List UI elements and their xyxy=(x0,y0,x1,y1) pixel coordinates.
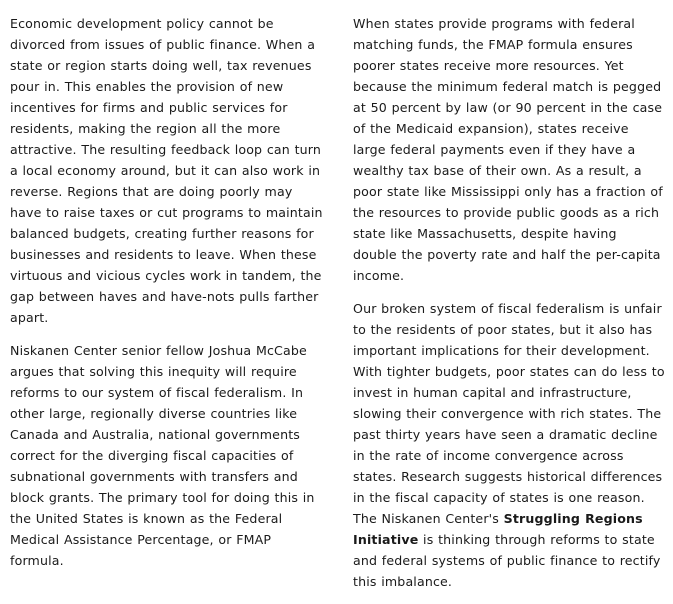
right-column xyxy=(353,13,665,604)
paragraph-broken-fiscal-federalism xyxy=(353,298,665,592)
paragraph-mccabe-reforms: Niskanen Center senior fellow Joshua McCabe argues that solving this inequity will require reforms to our system of fiscal federalism. In other large, regionally diverse countries like Canada and Australia, national governments correct for the diverging fiscal capacities of subnational governments with transfers and block grants. The primary tool for doing this in the United States is known as the Federal Medical Assistance Percentage, or FMAP formula. xyxy=(10,343,315,568)
paragraph-fmap-formula: When states provide programs with federal matching funds, the FMAP formula ensures poorer states receive more resources. Yet because the minimum federal match is pegged at 50 percent by law (or 90 percent in the case of the Medicaid expansion), states receive large federal payments even if they have a wealthy tax base of their own. As a result, a poor state like Mississippi only has a fraction of the resources to provide public goods as a rich state like Massachusetts, despite having double the poverty rate and half the per-capita income. xyxy=(353,16,663,283)
paragraph-text-after-link: is thinking through reforms to state and federal systems of public finance to rectify this imbalance. xyxy=(353,532,661,589)
paragraph-fiscal-feedback-loop: Economic development policy cannot be divorced from issues of public finance. When a state or region starts doing well, tax revenues pour in. This enables the provision of new incentives for firms and public services for residents, making the region all the more attractive. The resulting feedback loop can turn a local economy around, but it can also work in reverse. Regions that are doing poorly may have to raise taxes or cut programs to maintain balanced budgets, creating further reasons for businesses and residents to leave. When these virtuous and vicious cycles work in tandem, the gap between haves and have-nots pulls farther apart. xyxy=(10,16,323,325)
struggling-regions-initiative-link[interactable]: Struggling Regions Initiative xyxy=(353,511,643,547)
left-column xyxy=(10,13,328,583)
paragraph-text-before-link: Our broken system of fiscal federalism is unfair to the residents of poor states, but it also has important implications for their development. With tighter budgets, poor states can do less to invest in human capital and infrastructure, slowing their convergence with rich states. The past thirty years have seen a dramatic decline in the rate of income convergence across states. Research suggests historical differences in the fiscal capacity of states is one reason. The Niskanen Center's xyxy=(353,301,665,526)
